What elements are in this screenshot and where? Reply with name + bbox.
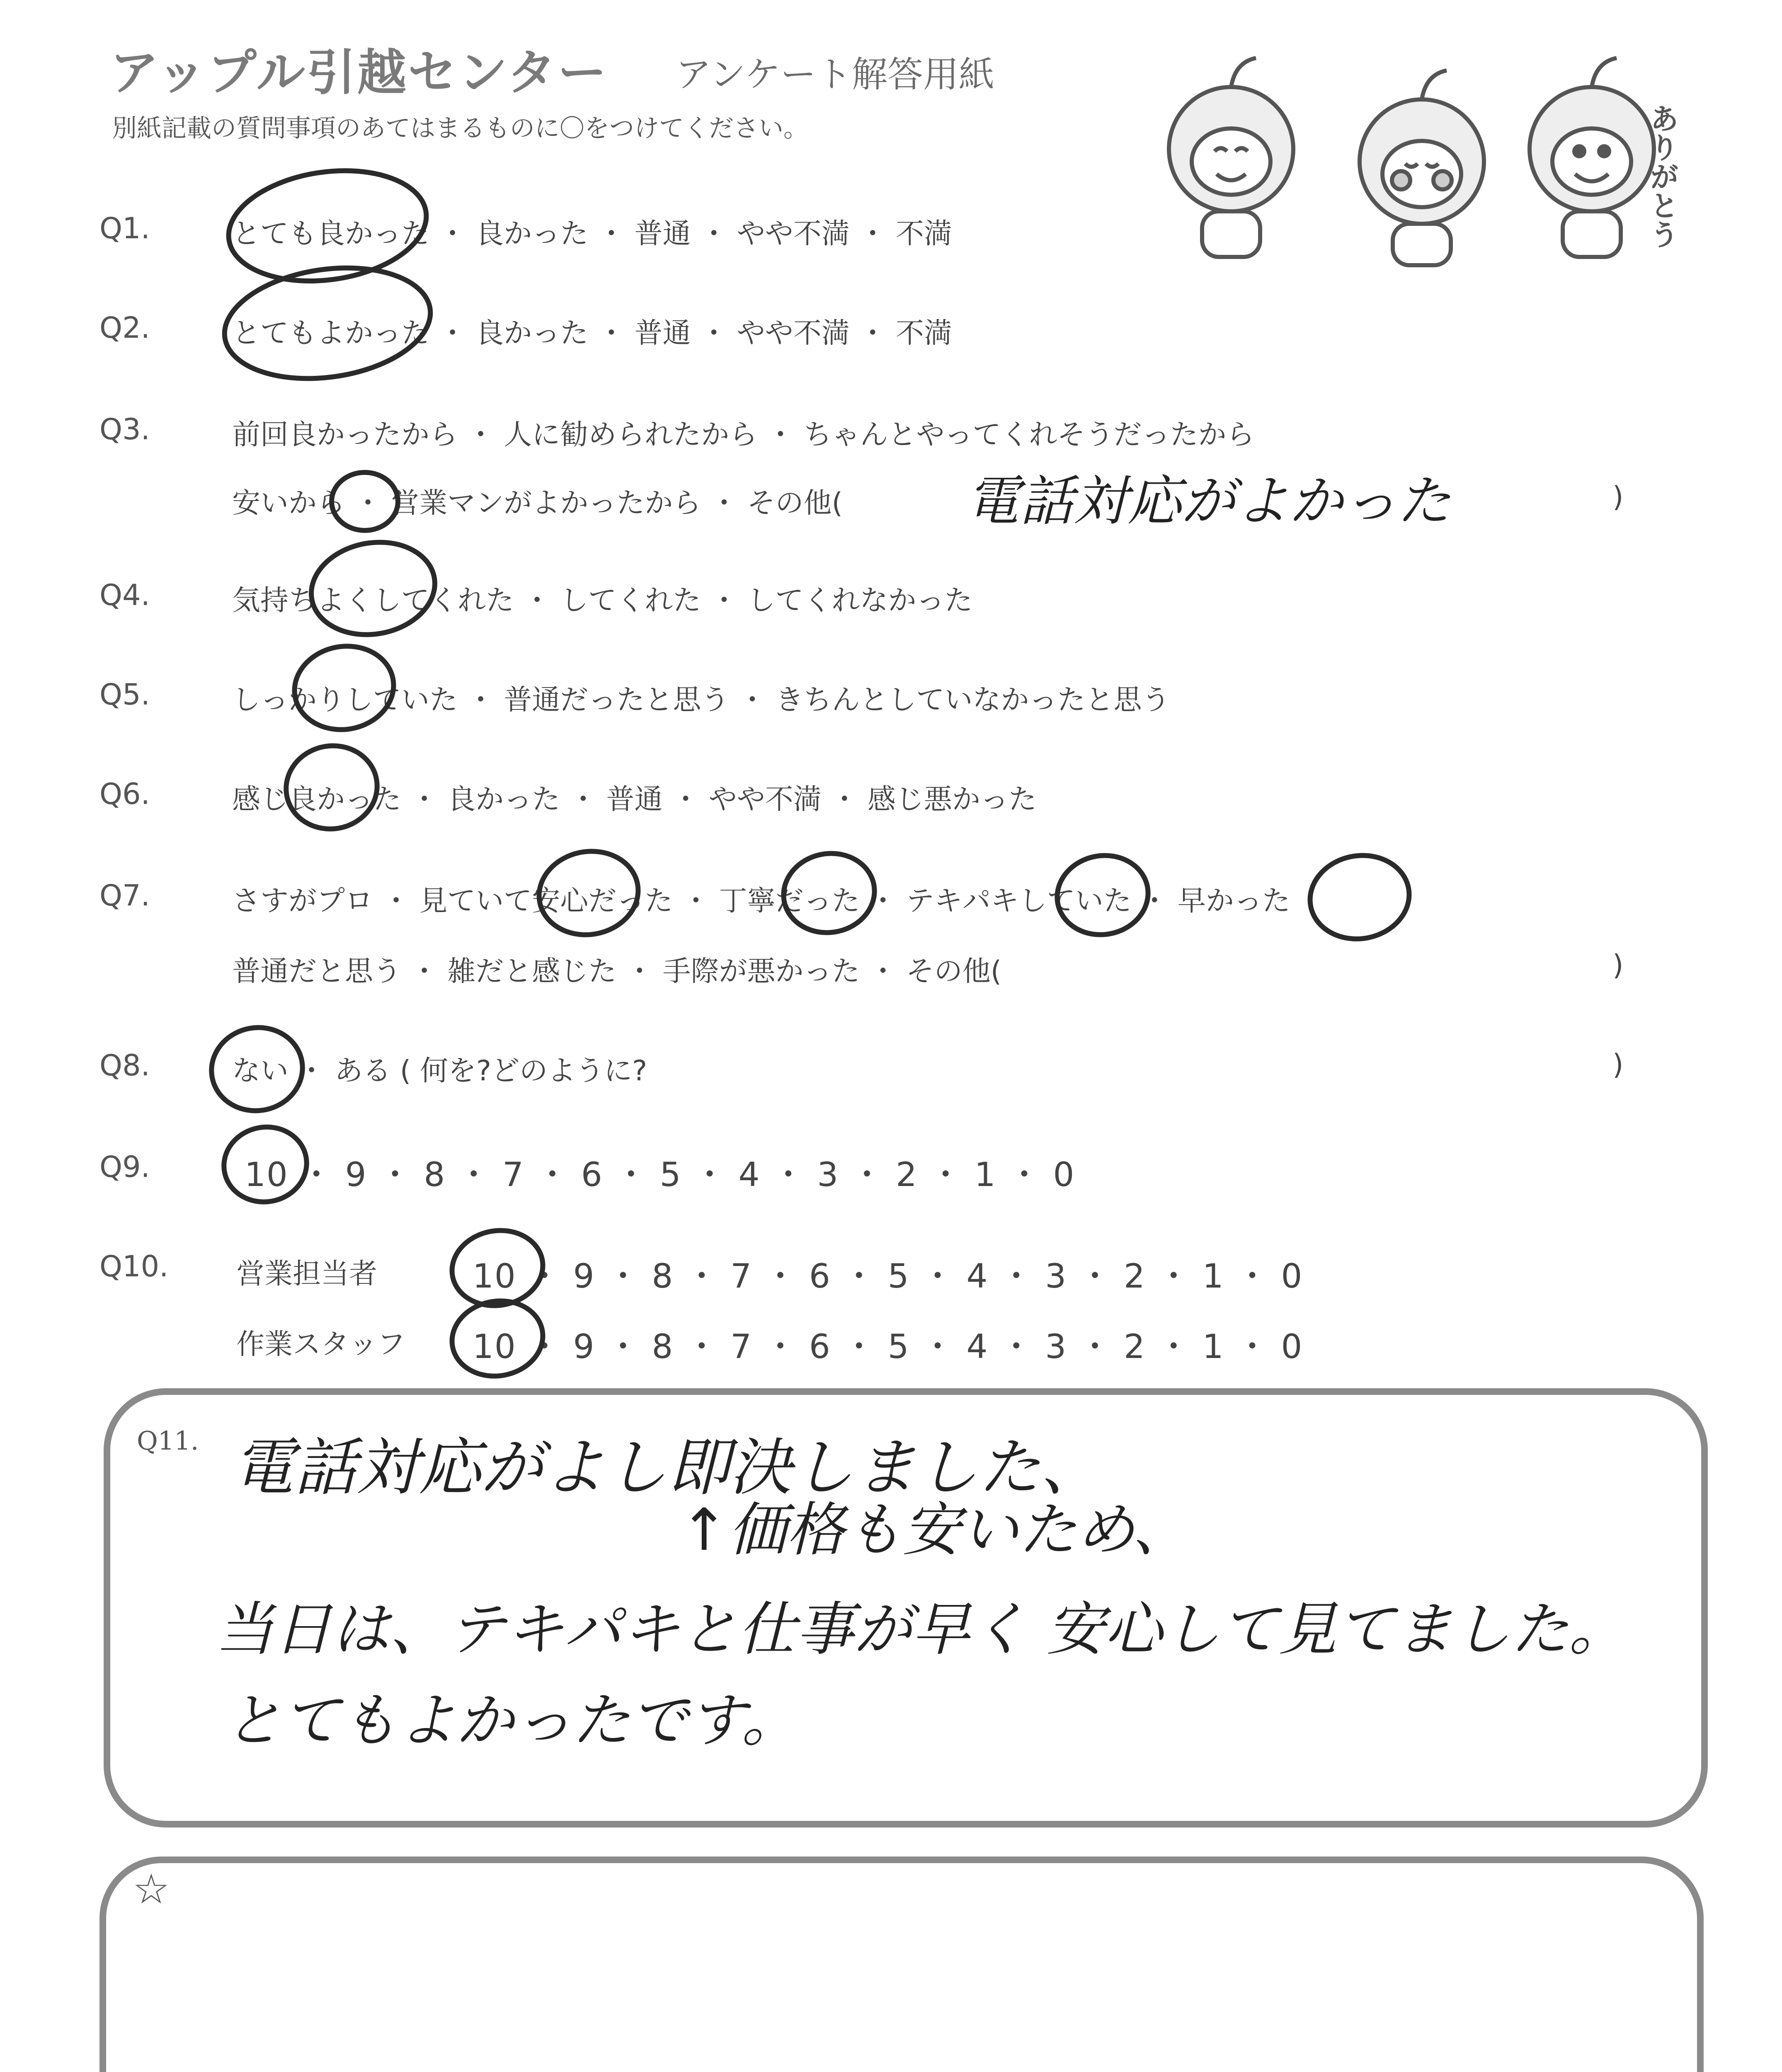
q11-line-4: とてもよかったです。 [224, 1687, 800, 1755]
q5-label: Q5. [99, 678, 150, 712]
q8-close-paren: ) [1612, 1048, 1624, 1081]
q3-close-paren: ) [1612, 481, 1624, 513]
q3-options-line2: 安いから ・ 営業マンがよかったから ・ その他( [232, 487, 843, 520]
q2-options: とてもよかった ・ 良かった ・ 普通 ・ やや不満 ・ 不満 [232, 317, 952, 350]
q10-sales-label: 営業担当者 [236, 1258, 378, 1290]
form-title: アップル引越センター [110, 44, 609, 101]
form-instruction: 別紙記載の質問事項のあてはまるものに〇をつけてください。 [112, 114, 808, 143]
q7-close-paren: ) [1612, 949, 1624, 982]
q11-line-3: 当日は、テキパキと仕事が早く 安心して見てました。 [216, 1596, 1627, 1663]
q6-options: 感じ良かった ・ 良かった ・ 普通 ・ やや不満 ・ 感じ悪かった [232, 783, 1037, 816]
q2-label: Q2. [99, 311, 150, 345]
q1-options: とても良かった ・ 良かった ・ 普通 ・ やや不満 ・ 不満 [232, 218, 952, 250]
q11-label: Q11. [137, 1426, 199, 1456]
q11-line-1: 電話対応がよし即決しました、 [232, 1432, 1103, 1504]
q7-label: Q7. [99, 879, 150, 913]
q3-other-answer: 電話対応がよかった [966, 470, 1451, 533]
q10-staff-scale: 10 ・ 9 ・ 8 ・ 7 ・ 6 ・ 5 ・ 4 ・ 3 ・ 2 ・ 1 ・ 0 [473, 1327, 1303, 1366]
q10-label: Q10. [99, 1249, 169, 1283]
q10-staff-label: 作業スタッフ [236, 1328, 406, 1361]
q8-label: Q8. [99, 1048, 150, 1082]
q1-label: Q1. [99, 211, 150, 245]
q8-options: ない ・ ある ( 何を?どのように? [232, 1055, 647, 1087]
q9-label: Q9. [99, 1150, 150, 1184]
form-subtitle: アンケート解答用紙 [676, 54, 994, 95]
q7-options-line2: 普通だと思う ・ 雑だと感じた ・ 手際が悪かった ・ その他( [232, 955, 1002, 988]
q7-options-line1: さすがプロ ・ 見ていて安心だった ・ 丁寧だった ・ テキパキしていた ・ 早かった [232, 885, 1290, 917]
q10-sales-scale: 10 ・ 9 ・ 8 ・ 7 ・ 6 ・ 5 ・ 4 ・ 3 ・ 2 ・ 1 ・ 0 [473, 1257, 1303, 1295]
q5-options: しっかりしていた ・ 普通だったと思う ・ きちんとしていなかったと思う [232, 684, 1170, 716]
mascot-illustration [1136, 54, 1724, 269]
mascot-text: ありがとう [1645, 104, 1679, 249]
q6-label: Q6. [99, 777, 150, 811]
star-comment-box [99, 1857, 1704, 2072]
q4-label: Q4. [99, 578, 150, 612]
q4-options: 気持ちよくしてくれた ・ してくれた ・ してくれなかった [232, 584, 973, 617]
q11-line-2: ↑価格も安いため、 [680, 1496, 1190, 1564]
q9-scale: 10 ・ 9 ・ 8 ・ 7 ・ 6 ・ 5 ・ 4 ・ 3 ・ 2 ・ 1 ・ 0 [245, 1155, 1075, 1194]
star-label: ☆ [133, 1865, 170, 1913]
q3-label: Q3. [99, 412, 150, 446]
q3-options-line1: 前回良かったから ・ 人に勧められたから ・ ちゃんとやってくれそうだったから [232, 419, 1255, 451]
